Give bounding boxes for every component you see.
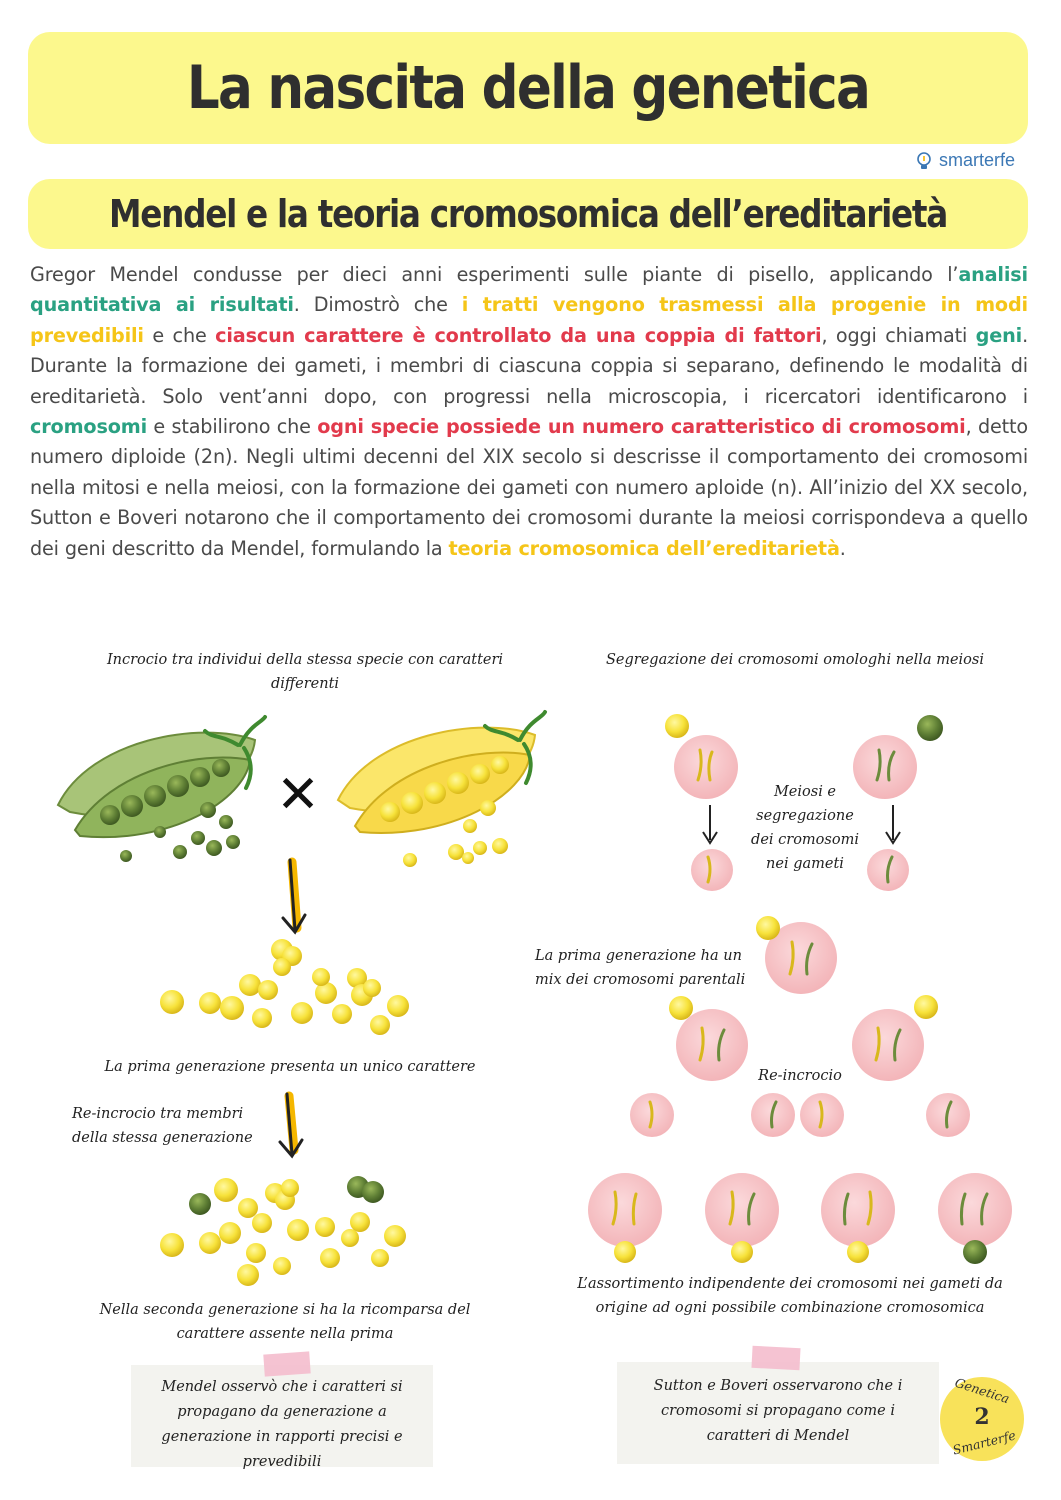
cross-symbol: ✕ [276,765,320,825]
intro-text: . [839,536,846,560]
intro-text: e che [143,323,216,347]
highlight-quantitative-analysis: analisi quantitativa ai risultati [30,263,1028,317]
caption-f1-mix: La prima generazione ha un mix dei cromosomi parentali [535,948,746,988]
tape-decoration [263,1351,310,1376]
caption-recross [72,1102,292,1150]
tape-decoration [751,1346,800,1370]
sutton-boveri-note-text: Sutton e Boveri osservarono che i cromosomi si propagano come i caratteri di Mendel [653,1378,903,1444]
intro-text: . Durante la formazione dei gameti, i membri di ciascuna coppia si separano, definendo le modalità di ereditarietà. Solo vent’anni dopo, con progressi nella microscopia, i ricercatori identificarono i [30,323,1029,408]
green-pea-pod [58,717,265,862]
intro-text: Gregor Mendel condusse per dieci anni esperimenti sulle piante di pisello, applicando l’ [30,263,959,286]
intro-text: e stabilirono che [147,415,318,439]
caption-segregation: Segregazione dei cromosomi omologhi nella meiosi [606,652,984,668]
highlight-chromosomal-theory: teoria cromosomica dell’ereditarietà [448,536,840,560]
caption-f2: Nella seconda generazione si ha la ricomparsa del carattere assente nella prima [99,1302,471,1342]
f2-cells [588,1173,1012,1264]
intro-text: , oggi chiamati [821,323,976,347]
highlight-factor-pair: ciascun carattere è controllato da una coppia di fattori [215,323,822,347]
highlight-genes: geni [975,323,1023,347]
caption-meiosis: Meiosi e segregazione dei cromosomi nei gameti [751,784,859,872]
parent-cell-yellow [665,714,738,799]
page-number: 2 [974,1404,990,1430]
f2-mixed-peas [160,1176,406,1286]
down-arrow-1 [283,860,305,932]
f1-cell [756,916,837,994]
recross-gametes [630,1093,970,1137]
f1-yellow-peas [160,939,409,1035]
page-title: La nascita della genetica [186,53,870,123]
brand-name: smarterfe [938,150,1015,170]
caption-cross: Incrocio tra individui della stessa specie con caratteri differenti [106,652,504,692]
intro-text: , detto numero diploide (2n). Negli ultimi decenni del XIX secolo si descrisse il comportamento dei cromosomi nella mitosi e nella meiosi, con la formazione dei gameti con numero aploide (n). All’inizio del XX secolo, Sutton e Boveri notarono che il comportamento dei cromosomi durante la meiosi corrispondeva a quello dei geni descritto da Mendel, formulando la [30,415,1028,560]
parent-cell-green [853,715,943,799]
highlight-chromosome-number: ogni specie possiede un numero caratteristico di cromosomi [317,415,966,439]
caption-assortment: L’assortimento indipendente dei cromosomi nei gameti da origine ad ogni possibile combinazione cromosomica [577,1276,1003,1316]
mendel-note-text: Mendel osservò che i caratteri si propagano da generazione a generazione in rapporti precisi e prevedibili [161,1379,403,1470]
highlight-predictable-traits: i tratti vengono trasmessi alla progenie in modi prevedibili [30,293,1028,347]
mendel-note [131,1365,433,1470]
caption-recross-line2: della stessa generazione [72,1130,253,1146]
caption-f1: La prima generazione presenta un unico carattere [104,1059,476,1075]
page-badge [940,1374,1024,1461]
highlight-chromosomes: cromosomi [30,415,148,439]
badge-topic: Genetica [953,1374,1012,1407]
intro-text: . Dimostrò che [293,293,462,317]
section-title: Mendel e la teoria cromosomica dell’ereditarietà [109,192,947,236]
caption-recross-line1: Re-incrocio tra membri [72,1106,244,1122]
badge-brand: Smarterfe [951,1427,1018,1458]
caption-recross-right: Re-incrocio [758,1068,842,1084]
sutton-boveri-note [617,1362,939,1464]
yellow-pea-pod [338,712,545,867]
